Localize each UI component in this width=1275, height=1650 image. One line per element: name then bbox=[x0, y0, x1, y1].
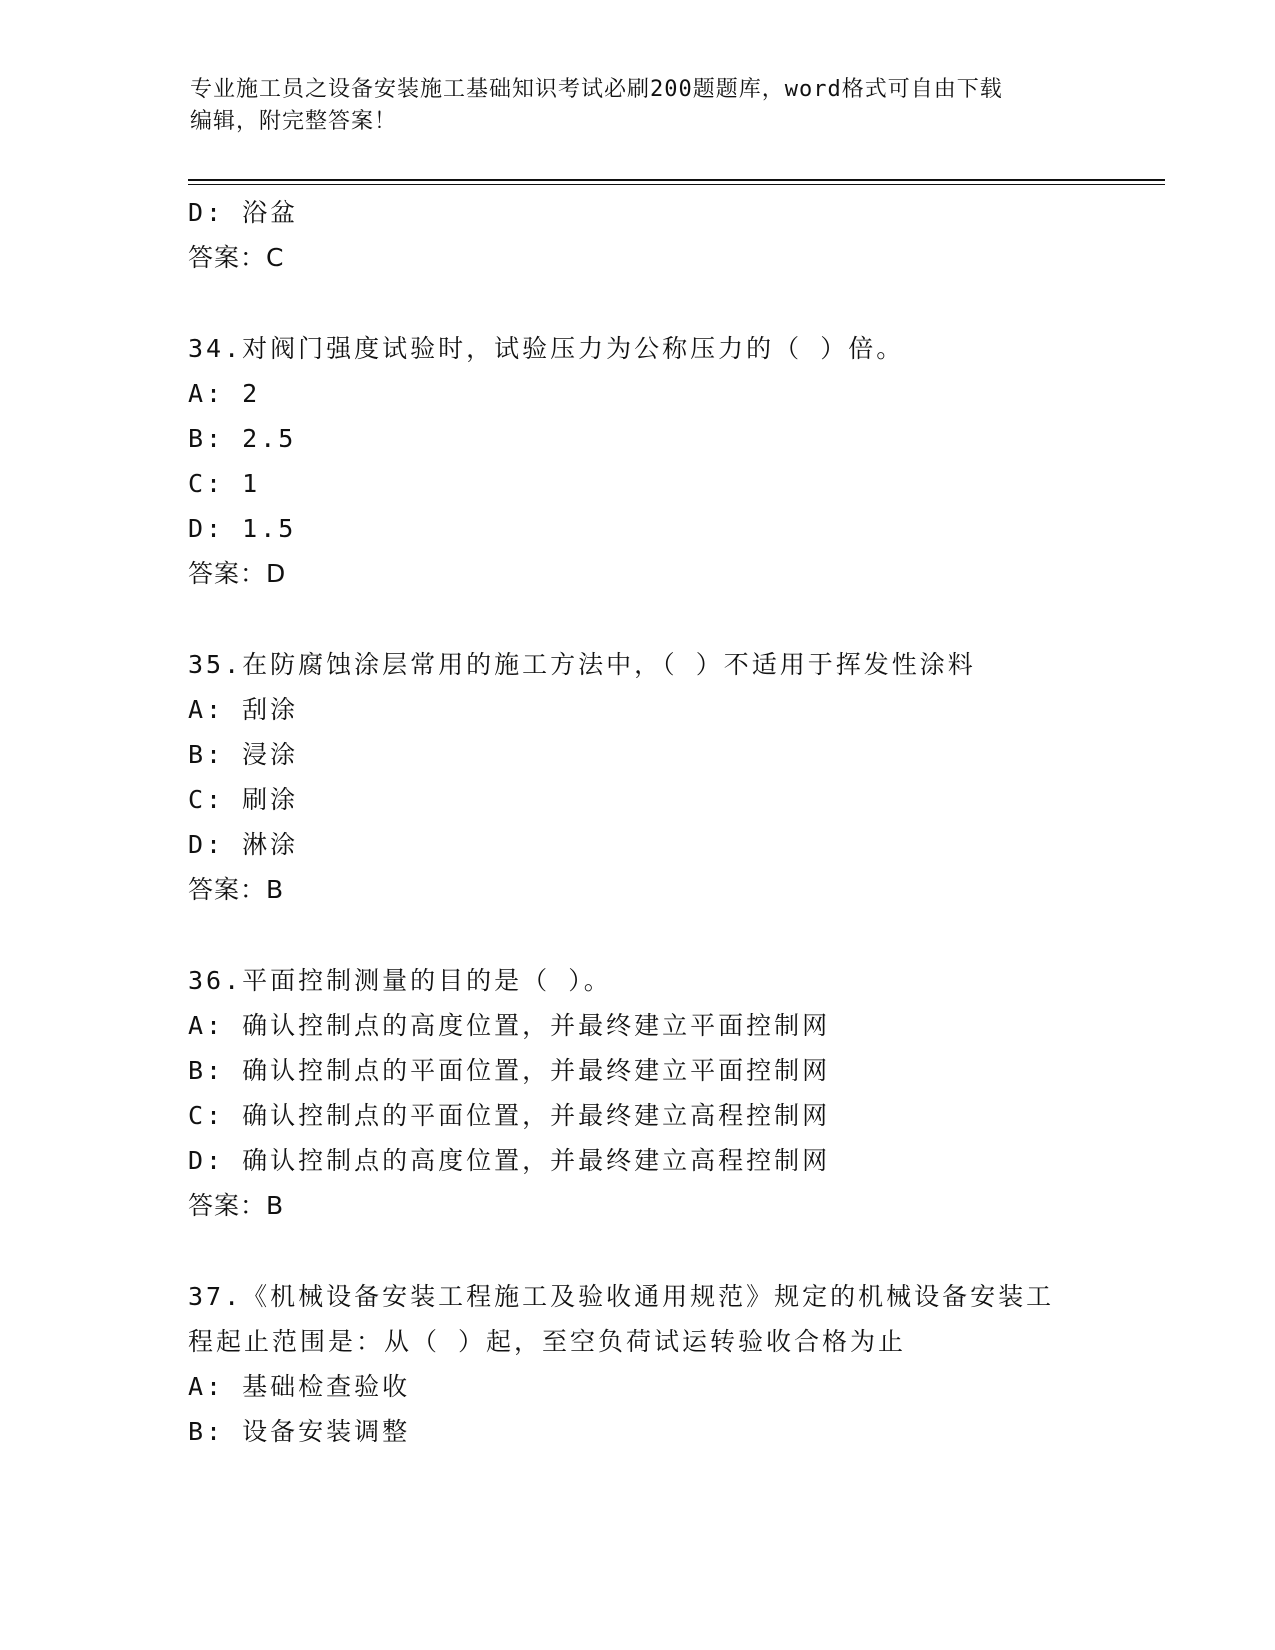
answer: 答案：B bbox=[188, 875, 285, 904]
question-list bbox=[188, 190, 1088, 1454]
question-stem: 35.在防腐蚀涂层常用的施工方法中，（ ）不适用于挥发性涂料 bbox=[188, 650, 976, 679]
question-34 bbox=[188, 326, 1088, 596]
option-d: D: 浴盆 bbox=[188, 198, 299, 227]
question-stem: 36.平面控制测量的目的是（ ）。 bbox=[188, 966, 612, 995]
option-b: B: 2.5 bbox=[188, 424, 297, 453]
question-stem-line-2: 程起止范围是：从（ ）起，至空负荷试运转验收合格为止 bbox=[188, 1327, 907, 1356]
question-37 bbox=[188, 1274, 1088, 1454]
option-d: D: 确认控制点的高度位置，并最终建立高程控制网 bbox=[188, 1146, 831, 1175]
header-title-line-2: 编辑，附完整答案！ bbox=[190, 109, 398, 134]
option-b: B: 浸涂 bbox=[188, 740, 299, 769]
header-rule-thin bbox=[188, 184, 1165, 185]
question-35 bbox=[188, 642, 1088, 912]
answer: 答案：C bbox=[188, 243, 285, 272]
question-stem: 34.对阀门强度试验时，试验压力为公称压力的（ ）倍。 bbox=[188, 334, 905, 363]
option-b: B: 设备安装调整 bbox=[188, 1417, 411, 1446]
header-rule-thick bbox=[188, 179, 1165, 181]
option-a: A: 刮涂 bbox=[188, 695, 299, 724]
question-36 bbox=[188, 958, 1088, 1228]
answer: 答案：B bbox=[188, 1191, 285, 1220]
spacer bbox=[188, 1228, 1088, 1274]
question-stem-line-1: 37.《机械设备安装工程施工及验收通用规范》规定的机械设备安装工 bbox=[188, 1282, 1055, 1311]
option-a: A: 确认控制点的高度位置，并最终建立平面控制网 bbox=[188, 1011, 831, 1040]
option-a: A: 基础检查验收 bbox=[188, 1372, 411, 1401]
option-d: D: 淋涂 bbox=[188, 830, 299, 859]
spacer bbox=[188, 596, 1088, 642]
header-title-line-1: 专业施工员之设备安装施工基础知识考试必刷200题题库，word格式可自由下载 bbox=[190, 77, 1003, 102]
option-a: A: 2 bbox=[188, 379, 261, 408]
option-c: C: 刷涂 bbox=[188, 785, 299, 814]
option-c: C: 1 bbox=[188, 469, 261, 498]
document-header bbox=[190, 74, 1090, 138]
option-d: D: 1.5 bbox=[188, 514, 297, 543]
option-c: C: 确认控制点的平面位置，并最终建立高程控制网 bbox=[188, 1101, 831, 1130]
answer: 答案：D bbox=[188, 559, 287, 588]
spacer bbox=[188, 280, 1088, 326]
option-b: B: 确认控制点的平面位置，并最终建立平面控制网 bbox=[188, 1056, 831, 1085]
spacer bbox=[188, 912, 1088, 958]
